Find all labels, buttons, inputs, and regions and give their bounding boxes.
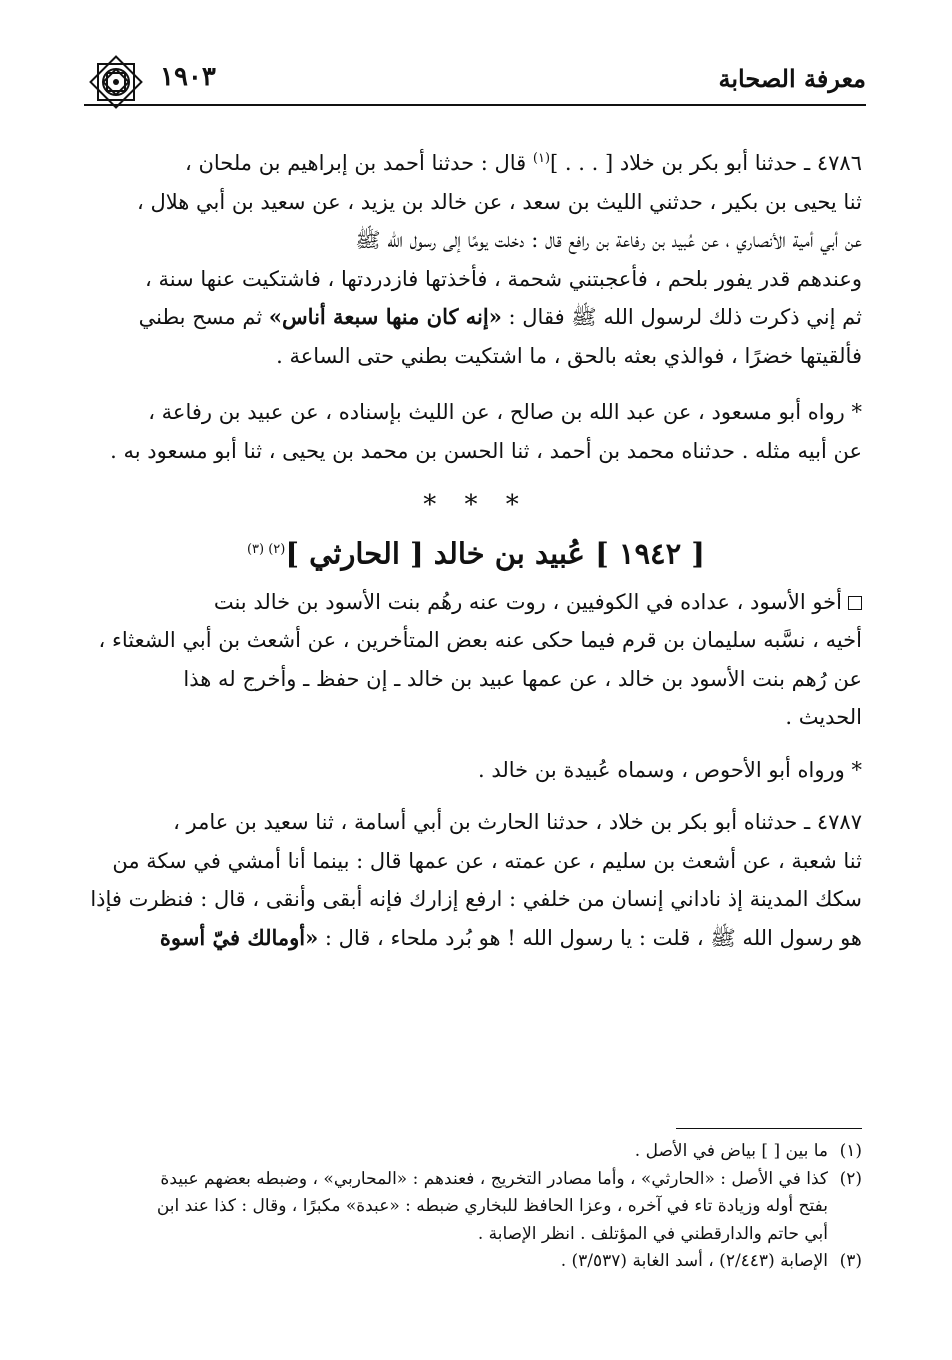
main-text [90,140,862,957]
footnote-mark: (١) [839,1141,862,1161]
header-rule [84,104,866,106]
footnote-ref: (١) [532,151,551,166]
narration-line: * ورواه أبو الأحوص ، وسماه عُبيدة بن خالد . [478,757,862,782]
page-number: ١٩٠٣ [160,62,216,92]
square-bullet-icon [848,596,862,610]
narration-line: عن أبيه مثله . حدثناه محمد بن أحمد ، ثنا الحسن بن محمد بن يحيى ، ثنا أبو مسعود به . [110,438,862,463]
footnotes [90,1138,862,1276]
footnote-mark: (٢) [839,1168,862,1189]
biography-line: عن رُهم بنت الأسود بن خالد ، عن عمها عبيد بن خالد ـ إن حفظ ـ وأخرج له هذا [183,666,862,691]
biography-title: [ ١٩٤٢ ] عُبيد بن خالد [ الحارثي ]$^{(٢) (٣)}$ [246,536,706,571]
biography-line: أخيه ، نسَّبه سليمان بن قرم فيما حكى عنه بعض المتأخرين ، عن أشعث بن أبي الشعثاء ، [98,628,862,653]
hadith-4786-line: فألقيتها خضرًا ، فوالذي بعثه بالحق ، ما اشتكيت بطني حتى الساعة . [276,343,862,368]
footnote-rule [676,1128,862,1129]
running-title: معرفة الصحابة [718,64,866,93]
footnote: (١)ما بين [ ] بياض في الأصل . [90,1138,862,1166]
hadith-4787-line: هو رسول الله ﷺ ، قلت : يا رسول الله ! هو بُرد ملحاء ، قال : «أومالك فيّ أسوة [159,924,862,950]
hadith-4787-line: ثنا شعبة ، عن أشعث بن سليم ، عن عمته ، عن عمها قال : بينما أنا أمشي في سكة من [112,848,862,873]
biography-line: أخو الأسود ، عداده في الكوفيين ، روت عنه رهُم بنت الأسود بن خالد بنت [90,583,862,622]
narration-line: * رواه أبو مسعود ، عن عبد الله بن صالح ، عن الليث بإسناده ، عن عبيد بن رفاعة ، [148,400,862,424]
footnote-continuation: أبي حاتم والدارقطني في المؤتلف . انظر الإصابة . [477,1223,828,1244]
hadith-4786-line: ثم إني ذكرت ذلك لرسول الله ﷺ فقال : «إنه كان منها سبعة أناس» ثم مسح بطني [138,304,862,329]
hadith-4786-line: وعندهم قدر يفور بلحم ، فأعجبتني شحمة ، فأخذتها فازدردتها ، فاشتكيت عنها سنة ، [145,266,862,291]
hadith-4786-line: ثنا يحيى بن بكير ، حدثني الليث بن سعد ، عن خالد بن يزيد ، عن سعيد بن أبي هلال ، [137,189,862,214]
biography-line: الحديث . [785,705,862,730]
section-separator: * * * [423,490,529,520]
footnote-ref: (٢) (٣) [246,541,286,557]
footnote-mark: (٣) [839,1251,862,1271]
footnote: (٣)الإصابة (٢/٤٤٣) ، أسد الغابة (٣/٥٣٧) . [90,1248,862,1276]
prophetic-quote: «أومالك فيّ أسوة [159,924,319,950]
footnote-continuation: بفتح أوله وزيادة تاء في آخره ، وعزا الحافظ للبخاري ضبطه : «عبدة» مكبرًا ، وقال : كذا عند ابن [156,1196,828,1216]
hadith-4786-line: عن أبي أمية الأنصاري ، عن عُبيد بن رفاعة بن رافع قال : دخلت يومًا إلى رسول الله ﷺ [355,228,862,252]
prophetic-quote: «إنه كان منها سبعة أناس» [268,304,502,329]
hadith-4787-line: ٤٧٨٧ ـ حدثناه أبو بكر بن خلاد ، حدثنا الحارث بن أبي أسامة ، ثنا سعيد بن عامر ، [173,810,862,835]
footnote: (٢)كذا في الأصل : «الحارثي» ، وأما مصادر التخريج ، فعندهم : «المحاربي» ، وضبطه بعضهم عبيدة [90,1166,862,1194]
hadith-4786-line: ٤٧٨٦ ـ حدثنا أبو بكر بن خلاد [ . . . ]$^{(١)}$ قال : حدثنا أحمد بن إبراهيم بن ملحان ، [184,151,862,175]
hadith-4787-line: سكك المدينة إذ ناداني إنسان من خلفي : ارفع إزارك فإنه أبقى وأنقى ، قال : فنظرت فإذا [90,887,862,912]
page-header [84,58,866,102]
